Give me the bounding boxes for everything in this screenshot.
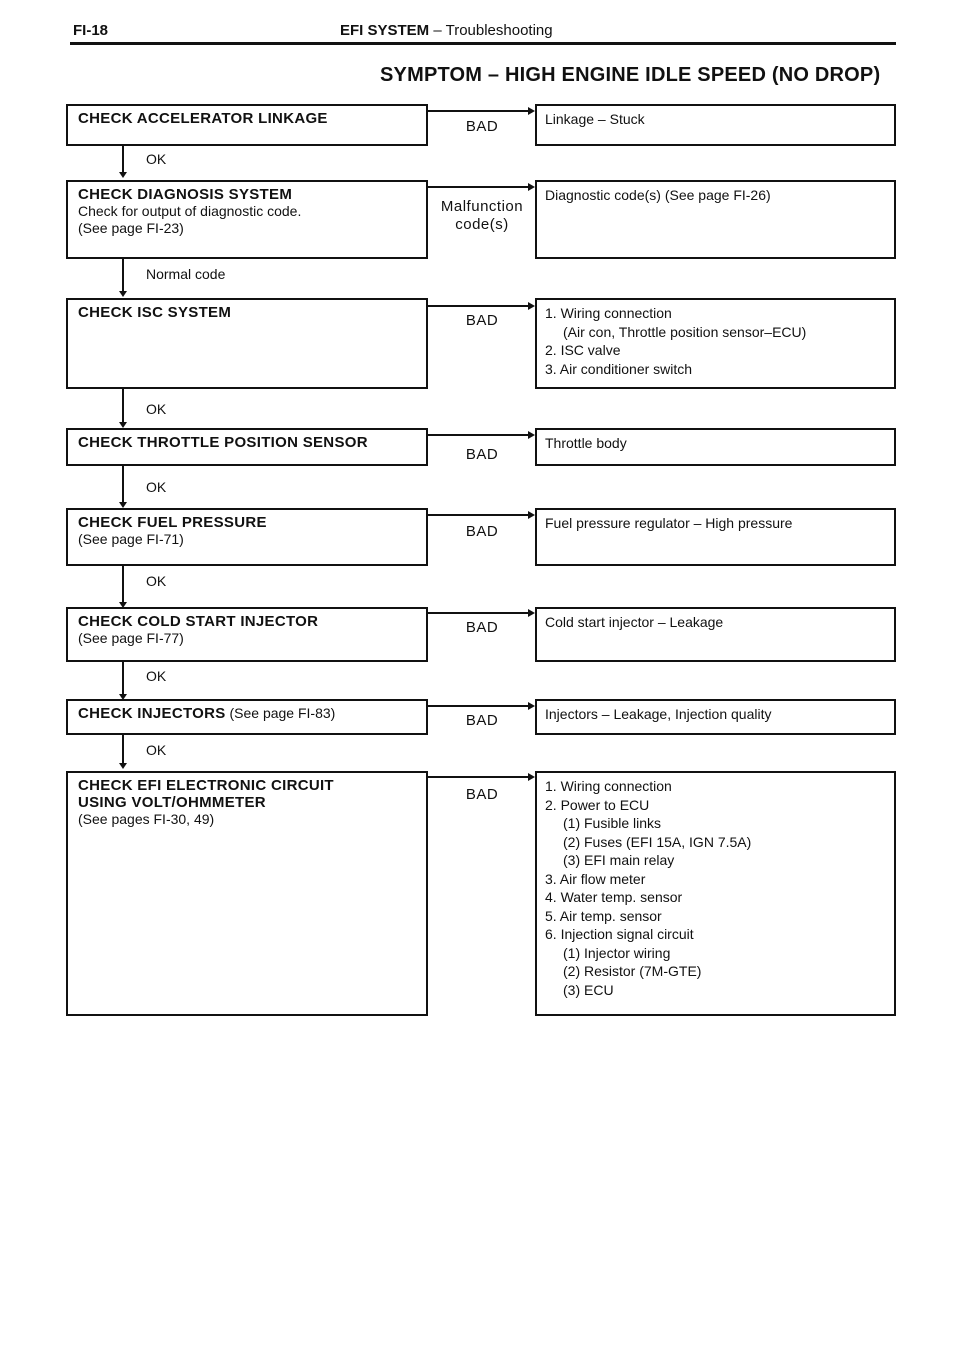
step-diagnosis-system (66, 180, 428, 259)
step-title: CHECK FUEL PRESSURE (78, 514, 267, 531)
result-line: (Air con, Throttle position sensor–ECU) (563, 323, 807, 340)
header-divider (70, 42, 896, 45)
flow-line (122, 566, 124, 604)
result-line: 1. Wiring connection (545, 778, 672, 794)
step-injectors (66, 699, 428, 735)
result-efi-electronic-circuit (535, 771, 896, 1016)
arrow-down-icon (119, 763, 127, 769)
bad-connector (428, 612, 529, 614)
arrow-right-icon (528, 773, 535, 781)
bad-connector (428, 110, 529, 112)
result-throttle-position-sensor (535, 428, 896, 466)
flow-line (122, 389, 124, 424)
step-page-ref: (See pages FI-30, 49) (78, 811, 215, 827)
arrow-right-icon (528, 107, 535, 115)
result-line: 3. Air flow meter (545, 870, 646, 887)
step-fuel-pressure (66, 508, 428, 566)
step-title: CHECK DIAGNOSIS SYSTEM (78, 186, 293, 203)
arrow-right-icon (528, 702, 535, 710)
page-header-title (340, 22, 553, 39)
arrow-down-icon (119, 291, 127, 297)
result-line: (1) Fusible links (563, 815, 662, 831)
result-line: (2) Resistor (7M-GTE) (563, 963, 702, 979)
step-page-ref: (See page FI-83) (229, 705, 336, 721)
result-cold-start-injector (535, 607, 896, 662)
flow-line (122, 259, 124, 293)
step-page-ref: (See page FI-23) (78, 220, 184, 236)
flow-line (122, 466, 124, 504)
result-isc-system (535, 298, 896, 389)
step-title: CHECK ACCELERATOR LINKAGE (78, 110, 328, 127)
result-diagnosis-system (535, 180, 896, 259)
step-title: CHECK INJECTORS (78, 705, 226, 722)
result-line: 5. Air temp. sensor (545, 907, 662, 924)
branch-label: BAD (465, 619, 499, 636)
result-line: 4. Water temp. sensor (545, 889, 683, 905)
next-label: OK (146, 151, 167, 167)
result-line: Diagnostic code(s) (See page FI-26) (545, 187, 771, 203)
bad-connector (428, 434, 529, 436)
result-line: 1. Wiring connection (545, 305, 672, 321)
arrow-right-icon (528, 183, 535, 191)
branch-label-line: code(s) (455, 216, 509, 233)
bad-connector (428, 305, 529, 307)
branch-label: BAD (465, 446, 499, 463)
step-title: CHECK EFI ELECTRONIC CIRCUIT (78, 777, 334, 794)
result-line: 6. Injection signal circuit (545, 926, 694, 942)
branch-label: BAD (465, 786, 499, 803)
step-isc-system (66, 298, 428, 389)
page-number: FI-18 (73, 22, 109, 39)
step-page-ref: (See page FI-77) (78, 630, 184, 646)
branch-label: BAD (465, 312, 499, 329)
flow-line (122, 662, 124, 696)
result-line: 2. ISC valve (545, 342, 621, 358)
branch-label: BAD (465, 523, 499, 540)
result-line: (2) Fuses (EFI 15A, IGN 7.5A) (563, 833, 752, 850)
branch-label: BAD (465, 118, 499, 135)
bad-connector (428, 776, 529, 778)
symptom-title: SYMPTOM – HIGH ENGINE IDLE SPEED (NO DROP) (380, 64, 881, 86)
arrow-right-icon (528, 511, 535, 519)
next-label: OK (146, 401, 167, 417)
arrow-right-icon (528, 431, 535, 439)
next-label: OK (146, 479, 167, 495)
next-label: Normal code (146, 266, 226, 282)
step-instruction: Check for output of diagnostic code. (78, 203, 302, 219)
result-line: (3) ECU (563, 981, 614, 998)
result-injectors (535, 699, 896, 735)
branch-label-line: Malfunction (440, 198, 524, 215)
result-line: (3) EFI main relay (563, 852, 675, 868)
flow-line (122, 146, 124, 174)
result-line: Linkage – Stuck (545, 111, 645, 127)
step-title: CHECK THROTTLE POSITION SENSOR (78, 434, 368, 451)
step-cold-start-injector (66, 607, 428, 662)
flow-line (122, 735, 124, 765)
next-label: OK (146, 573, 167, 589)
result-line: 3. Air conditioner switch (545, 360, 693, 377)
result-accelerator-linkage (535, 104, 896, 146)
next-label: OK (146, 742, 167, 758)
branch-label: BAD (465, 712, 499, 729)
bad-connector (428, 514, 529, 516)
arrow-right-icon (528, 302, 535, 310)
subsection-title: – Troubleshooting (433, 22, 553, 39)
result-line: 2. Power to ECU (545, 796, 650, 813)
next-label: OK (146, 668, 167, 684)
step-efi-electronic-circuit (66, 771, 428, 1016)
arrow-right-icon (528, 609, 535, 617)
step-title-line2: USING VOLT/OHMMETER (78, 794, 266, 811)
step-throttle-position-sensor (66, 428, 428, 466)
result-line: (1) Injector wiring (563, 944, 671, 961)
arrow-down-icon (119, 172, 127, 178)
section-title: EFI SYSTEM (340, 22, 430, 39)
step-title: CHECK ISC SYSTEM (78, 304, 232, 321)
result-line: Throttle body (545, 435, 627, 451)
result-line: Cold start injector – Leakage (545, 614, 724, 630)
step-accelerator-linkage (66, 104, 428, 146)
result-line: Injectors – Leakage, Injection quality (545, 706, 772, 722)
result-line: Fuel pressure regulator – High pressure (545, 515, 793, 531)
result-fuel-pressure (535, 508, 896, 566)
bad-connector (428, 705, 529, 707)
branch-label (436, 198, 528, 234)
step-page-ref: (See page FI-71) (78, 531, 184, 547)
step-title: CHECK COLD START INJECTOR (78, 613, 319, 630)
malfunction-connector (428, 186, 529, 188)
